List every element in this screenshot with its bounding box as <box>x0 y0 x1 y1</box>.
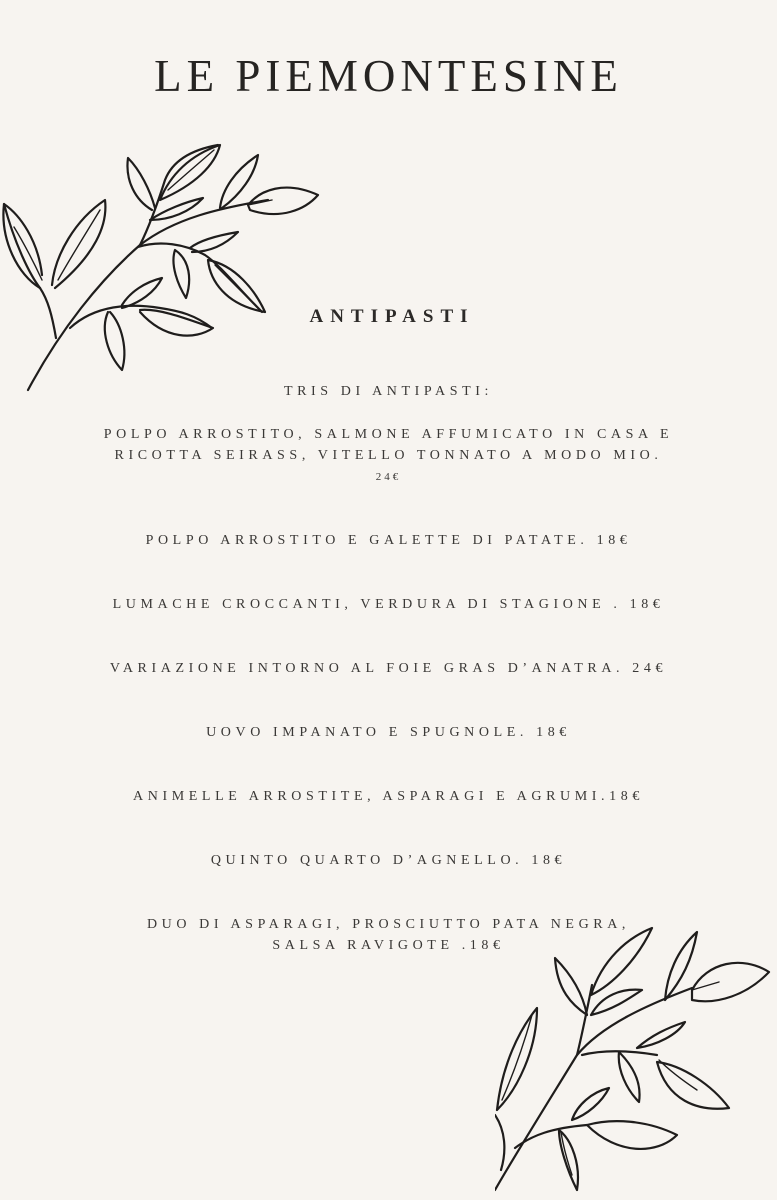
menu-item-description-line: DUO DI ASPARAGI, PROSCIUTTO PATA NEGRA, <box>146 917 631 932</box>
menu-item-description-line: POLPO ARROSTITO, SALMONE AFFUMICATO IN CASA E <box>103 427 674 442</box>
restaurant-title: LE PIEMONTESINE <box>154 51 623 101</box>
menu-item-description-line: SALSA RAVIGOTE .18€ <box>272 938 505 953</box>
menu-item-heading: TRIS DI ANTIPASTI: <box>283 384 494 399</box>
menu-item: QUINTO QUARTO D’AGNELLO. 18€ <box>210 853 567 868</box>
menu-item: POLPO ARROSTITO E GALETTE DI PATATE. 18€ <box>145 533 632 548</box>
menu-item-price: 24€ <box>375 471 402 483</box>
menu-item-description-line: RICOTTA SEIRASS, VITELLO TONNATO A MODO MIO. <box>114 448 663 463</box>
menu-item: UOVO IMPANATO E SPUGNOLE. 18€ <box>206 725 571 740</box>
section-title-antipasti: ANTIPASTI <box>309 306 475 327</box>
leaf-branch-icon-top-left <box>0 140 330 400</box>
menu-item: VARIAZIONE INTORNO AL FOIE GRAS D’ANATRA. 24€ <box>109 661 668 676</box>
menu-item: ANIMELLE ARROSTITE, ASPARAGI E AGRUMI.18€ <box>133 789 644 804</box>
menu-item: LUMACHE CROCCANTI, VERDURA DI STAGIONE . 18€ <box>112 597 665 612</box>
